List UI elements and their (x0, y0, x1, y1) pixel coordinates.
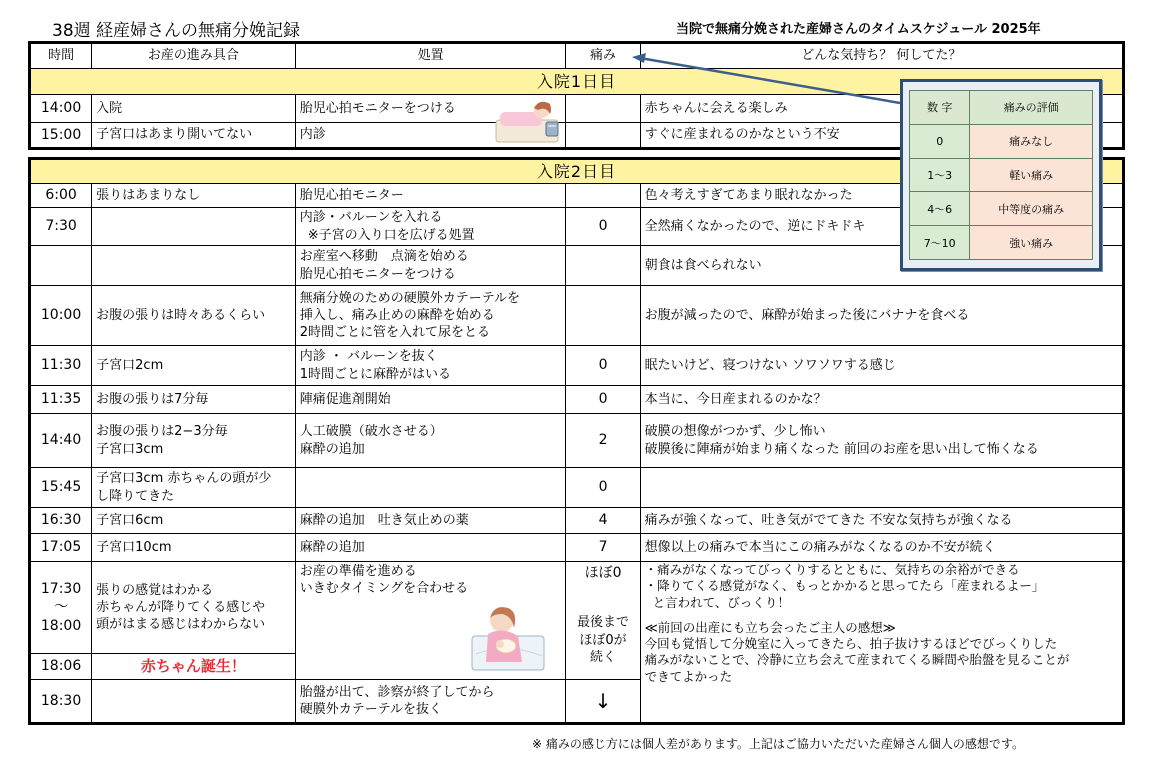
page-subtitle: 当院で無痛分娩された産婦さんのタイムスケジュール 2025年 (676, 22, 1041, 37)
feeling-cell: 眠たいけど、寝つけない ソワソワする感じ (640, 346, 1123, 386)
feeling-cell: 色々考えすぎてあまり眠れなかった (640, 184, 1123, 208)
time-cell: 14:40 (30, 414, 92, 468)
feeling-cell: 全然痛くなかったので、逆にドキドキ (640, 208, 1123, 246)
feeling-cell: 本当に、今日産まれるのかな？ (640, 386, 1123, 414)
day1-label: 入院1日目 (30, 69, 1124, 95)
progress-line: し降りてきた (96, 488, 175, 504)
page-title: 38週 経産婦さんの無痛分娩記録 (52, 21, 301, 41)
col-progress-header: お産の進み具合 (92, 43, 296, 69)
legend-number-header: 数 字 (910, 91, 970, 125)
time-cell: 10:00 (30, 286, 92, 346)
feeling-cell: 赤ちゃんに会える楽しみ (640, 95, 1123, 123)
treatment-line: 硬膜外カテーテルを抜く (299, 702, 443, 717)
progress-cell: 子宮口6cm (92, 508, 296, 534)
feeling-cell: 朝食は食べられない (640, 246, 1123, 286)
feeling-line: 破膜の想像がつかず、少し怖い (644, 424, 826, 440)
treatment-cell: 麻酔の追加 吐き気止めの薬 (295, 508, 566, 534)
pain-line: ほぼ0 (584, 565, 622, 581)
feeling-cell: 痛みが強くなって、吐き気がでてきた 不安な気持ちが強くなる (640, 508, 1123, 534)
treatment-line: 人工破膜（破水させる） (299, 424, 443, 440)
husband-comment-heading: ≪前回の出産にも立ち会ったご主人の感想≫ (644, 619, 896, 635)
treatment-line: 内診・バルーンを入れる (299, 210, 443, 226)
treatment-note: ※子宮の入り口を広げる処置 (307, 227, 475, 243)
time-cell: 7:30 (30, 208, 92, 246)
footnote: ※ 痛みの感じ方には個人差があります。上記はご協力いただいた産婦さん個人の感想です。 (532, 737, 1024, 751)
time-tilde: ～ (54, 599, 69, 616)
pain-scale-legend (900, 79, 1102, 271)
pain-cell: 4 (566, 508, 640, 534)
treatment-line: 1時間ごとに麻酔がはいる (299, 366, 451, 382)
pain-line: ほぼ0が (579, 632, 627, 648)
progress-line: 子宮口3cm 赤ちゃんの頭が少 (96, 471, 272, 487)
feeling-cell: すぐに産まれるのかなという不安 (640, 123, 1123, 149)
progress-line: お腹の張りは2−3分毎 (96, 424, 228, 440)
time-cell: 18:30 (30, 680, 92, 724)
col-time-header: 時間 (30, 43, 92, 69)
pain-line: 最後まで (577, 615, 630, 631)
treatment-cell: 麻酔の追加 (295, 534, 566, 562)
feeling-line: ・痛みがなくなってびっくりするとともに、気持ちの余裕ができる (644, 562, 1020, 577)
pain-arrow: ↓ (566, 680, 640, 724)
treatment-line: 挿入し、痛み止めの麻酔を始める (299, 307, 495, 323)
legend-rating-header: 痛みの評価 (970, 91, 1093, 125)
legend-number: 0 (910, 124, 970, 158)
pain-cell: 0 (566, 386, 640, 414)
legend-rating: 中等度の痛み (970, 192, 1093, 226)
time-cell: 15:45 (30, 468, 92, 508)
treatment-line: いきむタイミングを合わせる (299, 581, 469, 597)
col-treatment-header: 処置 (295, 43, 566, 69)
legend-row (910, 124, 1093, 158)
birth-time-cell: 18:06 (30, 654, 92, 680)
legend-number: 7〜10 (910, 226, 970, 260)
feeling-line: ・降りてくる感覚がなく、もっとかかると思ってたら「産まれるよー」 (644, 578, 1045, 594)
time-cell: 16:30 (30, 508, 92, 534)
legend-rating: 強い痛み (970, 226, 1093, 260)
treatment-line: 胎盤が出て、診察が終了してから (299, 684, 495, 700)
progress-line: 頭がはまる感じはわからない (96, 617, 266, 633)
treatment-line: 内診 ・ バルーンを抜く (299, 349, 438, 365)
pain-cell: 7 (566, 534, 640, 562)
pain-cell: 2 (566, 414, 640, 468)
treatment-line: お産の準備を進める (299, 564, 417, 579)
feeling-cell: お腹が減ったので、麻酔が始まった後にバナナを食べる (640, 286, 1123, 346)
time-cell: 6:00 (30, 184, 92, 208)
treatment-line: 胎児心拍モニターをつける (299, 266, 456, 282)
progress-line: 張りの感覚はわかる (96, 582, 214, 598)
pain-cell: 0 (566, 346, 640, 386)
treatment-cell: 陣痛促進剤開始 (295, 386, 566, 414)
pain-cell: 0 (566, 468, 640, 508)
legend-number: 4〜6 (910, 192, 970, 226)
feeling-line: 今回も覚悟して分娩室に入ってきたら、拍子抜けするほどでびっくりした (644, 636, 1058, 651)
progress-cell: 入院 (92, 95, 296, 123)
pain-line: 続く (590, 649, 617, 665)
legend-rating: 軽い痛み (970, 158, 1093, 192)
feeling-line: できてよかった (644, 668, 733, 684)
legend-row (910, 226, 1093, 260)
feeling-line: と言われて、びっくり！ (652, 594, 790, 610)
pain-cell: 0 (566, 208, 640, 246)
feeling-line: 痛みがないことで、冷静に立ち会えて産まれてくる瞬間や胎盤を見ることが (644, 652, 1070, 668)
time-cell: 11:30 (30, 346, 92, 386)
treatment-cell: 胎児心拍モニター (295, 184, 566, 208)
time-cell: 17:05 (30, 534, 92, 562)
treatment-line: 2時間ごとに管を入れて尿をとる (299, 325, 490, 341)
legend-row (910, 158, 1093, 192)
progress-cell: お腹の張りは時々あるくらい (92, 286, 296, 346)
birth-label: 赤ちゃん誕生！ (140, 656, 246, 675)
time-end: 18:00 (40, 617, 82, 634)
time-cell: 15:00 (30, 123, 92, 149)
legend-rating: 痛みなし (970, 124, 1093, 158)
progress-cell: 子宮口はあまり開いてない (92, 123, 296, 149)
progress-cell: 子宮口2cm (92, 346, 296, 386)
treatment-line: 無痛分娩のための硬膜外カテーテルを (299, 290, 521, 306)
progress-line: 子宮口3cm (96, 441, 164, 457)
treatment-cell: 内診 (295, 123, 566, 149)
day2-label: 入院2日目 (30, 159, 1124, 184)
time-start: 17:30 (40, 580, 82, 597)
progress-cell: 子宮口10cm (92, 534, 296, 562)
time-cell: 14:00 (30, 95, 92, 123)
col-pain-header: 痛み (566, 43, 640, 69)
legend-number: 1〜3 (910, 158, 970, 192)
treatment-line: 麻酔の追加 (299, 441, 365, 457)
feeling-line: 破膜後に陣痛が始まり痛くなった 前回のお産を思い出して怖くなる (644, 441, 1039, 457)
feeling-cell: 想像以上の痛みで本当にこの痛みがなくなるのか不安が続く (640, 534, 1123, 562)
treatment-line: お産室へ移動 点滴を始める (299, 249, 469, 265)
legend-row (910, 192, 1093, 226)
treatment-cell: 胎児心拍モニターをつける (295, 95, 566, 123)
col-feeling-header: どんな気持ち？ 何してた？ (640, 43, 1123, 69)
progress-cell: お腹の張りは7分毎 (92, 386, 296, 414)
progress-line: 赤ちゃんが降りてくる感じや (96, 599, 266, 615)
progress-cell: 張りはあまりなし (92, 184, 296, 208)
time-cell: 11:35 (30, 386, 92, 414)
